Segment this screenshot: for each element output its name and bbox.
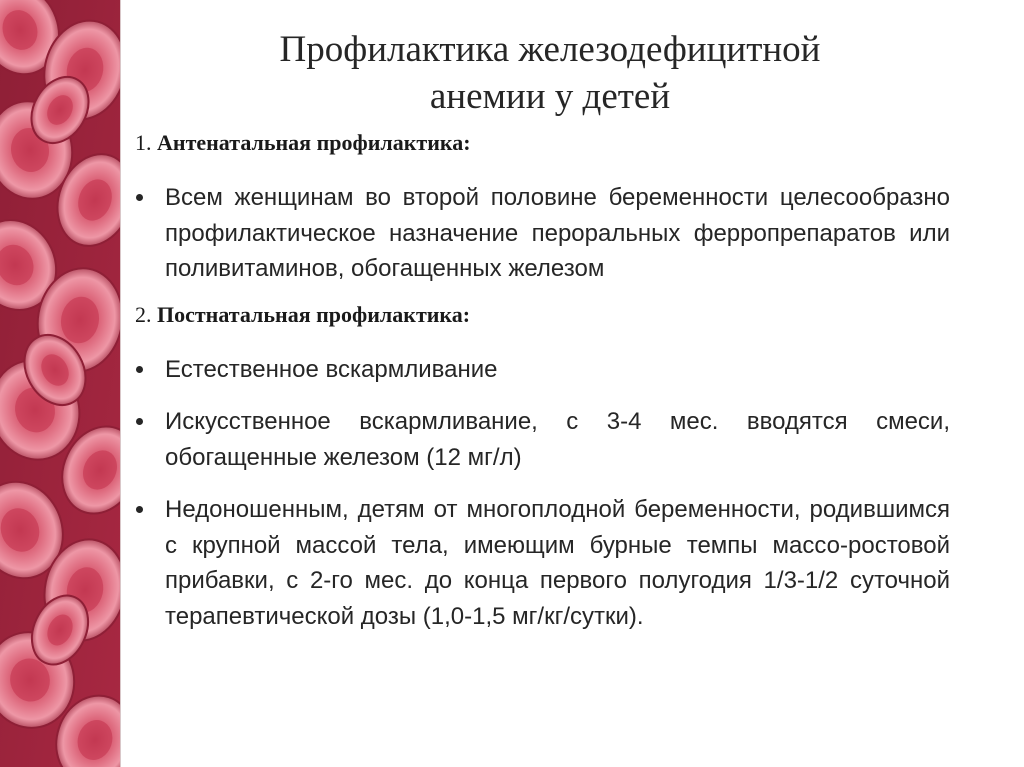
red-blood-cells-image [0,0,120,767]
bullet-item-premature-dosing [135,492,950,634]
section-heading-antenatal [135,128,950,158]
section-heading-text: Антенатальная профилактика: [151,130,471,155]
bullet-dot-icon [136,506,143,513]
bullet-dot-icon [136,366,143,373]
bullet-text: Всем женщинам во второй половине беременности целесообразно профилактическое назначение пероральных ферропрепаратов или поливитаминов, обогащенных железом [165,184,950,282]
vertical-divider [120,0,121,767]
slide-body [135,128,950,634]
bullet-text: Естественное вскармливание [165,355,498,383]
bullet-item-natural-feeding [135,352,950,388]
bullet-dot-icon [136,418,143,425]
red-blood-cells-svg [0,0,120,767]
section-heading-text: Постнатальная профилактика: [151,301,471,327]
bullet-text: Недоношенным, детям от многоплодной беременности, родившимся с крупной массой тела, имеющим бурные темпы массо-ростовой прибавки, с 2-го мес. до конца первого полугодия 1/3-1/2 суточной терапевтической дозы (1,0-1,5 мг/кг/сутки). [165,496,950,630]
title-line-2: анемии у детей [429,76,671,117]
title-line-1: Профилактика железодефицитной [279,29,821,70]
section-number: 2. [135,301,152,327]
slide-title [200,26,900,120]
bullet-dot-icon [136,194,143,201]
bullet-item-antenatal-iron [135,180,950,287]
bullet-item-artificial-feeding [135,404,950,475]
section-number: 1. [135,130,152,155]
bullet-text: Искусственное вскармливание, с 3-4 мес. вводятся смеси, обогащенные железом (12 мг/л) [165,408,950,471]
section-heading-postnatal [135,300,950,330]
